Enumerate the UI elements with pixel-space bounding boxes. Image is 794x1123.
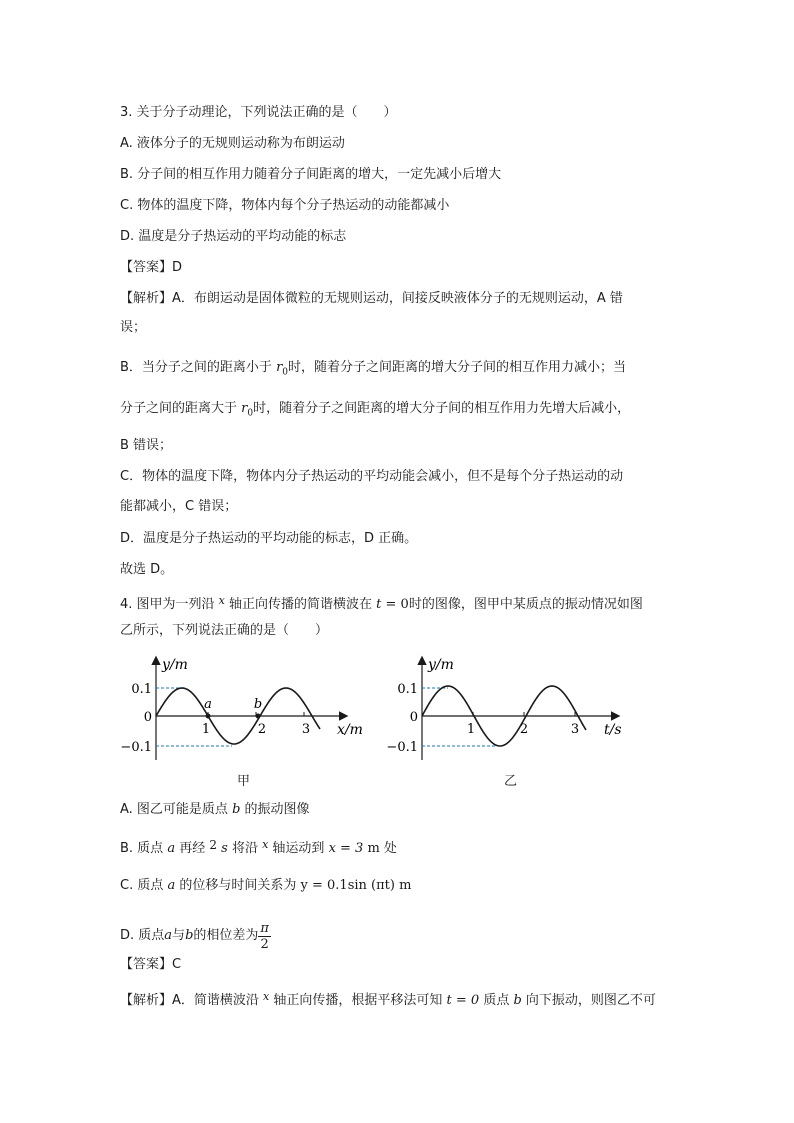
- number-2: 2: [209, 838, 217, 852]
- q4-stem-line1: [120, 592, 643, 614]
- point-b-label: b: [253, 697, 263, 712]
- q3-final: 故选 D。: [120, 562, 174, 577]
- y-tick-bottom: −0.1: [386, 740, 418, 755]
- wave-graph-jia: [120, 652, 365, 767]
- q3-analysis-b2: [120, 400, 630, 423]
- x-tick-label-2: 2: [257, 722, 267, 737]
- r0-subscript: 0: [282, 367, 289, 378]
- analysis-text: 分子之间的距离大于: [120, 401, 242, 416]
- symbol-b: b: [185, 928, 194, 943]
- symbol-a: a: [167, 878, 176, 893]
- q3-analysis-b1: [120, 359, 626, 382]
- r0-symbol: r: [241, 401, 248, 416]
- fraction-denominator: 2: [260, 936, 269, 952]
- q3-option-a: A. 液体分子的无规则运动称为布朗运动: [120, 136, 345, 151]
- option-text: A. 图乙可能是质点: [120, 802, 233, 817]
- analysis-text: 向下振动，则图乙不可: [521, 993, 656, 1008]
- answer-tag: 【答案】: [120, 260, 173, 275]
- figure-caption-yi: 乙: [504, 774, 518, 789]
- figure-caption-jia: 甲: [237, 774, 251, 789]
- analysis-tag: 【解析】: [120, 993, 173, 1008]
- unit-m: m: [363, 841, 380, 856]
- analysis-text: 轴正向传播，根据平移法可知: [269, 993, 447, 1008]
- r0-symbol: r: [276, 360, 283, 375]
- unit-s: s: [221, 841, 228, 856]
- q3-option-c: C. 物体的温度下降，物体内每个分子热运动的动能都减小: [120, 198, 450, 213]
- analysis-text: 质点: [479, 993, 514, 1008]
- t-equals: = 0: [381, 597, 409, 612]
- vibration-graph-yi: [386, 652, 630, 767]
- option-text: 再经: [175, 841, 210, 856]
- x-symbol: x: [218, 594, 225, 607]
- q3-option-d: D. 温度是分子热运动的平均动能的标志: [120, 229, 347, 244]
- displacement-equation: y = 0.1sin (πt) m: [300, 878, 412, 893]
- q3-answer-line: [120, 259, 182, 277]
- point-a-marker: [206, 714, 211, 719]
- symbol-x: x: [263, 990, 270, 1003]
- symbol-a: a: [164, 928, 173, 943]
- q4-option-b: [120, 836, 397, 858]
- analysis-text: 时，随着分子之间距离的增大分子间的相互作用力减小；当: [288, 360, 627, 375]
- q4-answer-line: [120, 956, 181, 974]
- y-tick-zero: 0: [143, 710, 152, 725]
- stem-text: 时的图像，图甲中某质点的振动情况如图: [408, 597, 643, 612]
- point-a-label: a: [204, 697, 212, 712]
- option-text: 的位移与时间关系为: [175, 878, 301, 893]
- t-axis-label: t/s: [604, 722, 622, 738]
- answer-value: D: [172, 260, 183, 275]
- q3-analysis-a1: [120, 290, 623, 308]
- symbol-a: a: [167, 841, 176, 856]
- fraction-numerator: π: [260, 920, 269, 936]
- x-tick-label-3: 3: [301, 722, 311, 737]
- option-text: 的相位差为: [193, 928, 259, 943]
- t-tick-label-3: 3: [570, 722, 580, 737]
- q3-analysis-b3: B 错误；: [120, 438, 173, 453]
- q3-analysis-d1: D．温度是分子热运动的平均动能的标志，D 正确。: [120, 531, 418, 546]
- r0-subscript: 0: [247, 408, 254, 419]
- q4-option-c: [120, 877, 411, 895]
- symbol-b: b: [232, 802, 241, 817]
- t-symbol: t: [376, 597, 382, 612]
- y-tick-top: 0.1: [397, 682, 418, 697]
- equation-x-3: x = 3: [328, 841, 364, 856]
- q3-analysis-c1: C．物体的温度下降，物体内分子热运动的平均动能会减小，但不是每个分子热运动的动: [120, 469, 624, 484]
- q4-stem-line2: 乙所示，下列说法正确的是（ ）: [120, 623, 329, 638]
- stem-text: 4. 图甲为一列沿: [120, 597, 219, 612]
- option-text: 与: [172, 928, 186, 943]
- stem-text: 轴正向传播的简谐横波在: [224, 597, 377, 612]
- y-tick-bottom: −0.1: [120, 740, 152, 755]
- y-tick-zero: 0: [409, 710, 418, 725]
- y-axis-label: y/m: [428, 657, 454, 673]
- q3-analysis-c2: 能都减小，C 错误；: [120, 499, 238, 514]
- q3-option-b: B. 分子间的相互作用力随着分子间距离的增大，一定先减小后增大: [120, 167, 502, 182]
- q3-analysis-a2: 误；: [120, 320, 147, 335]
- analysis-text: 时，随着分子之间距离的增大分子间的相互作用力先增大后减小，: [253, 401, 631, 416]
- option-text: B. 质点: [120, 841, 168, 856]
- symbol-b: b: [513, 993, 522, 1008]
- t-tick-label-2: 2: [519, 722, 529, 737]
- t-equals-0: t = 0: [446, 993, 480, 1008]
- t-tick-label-1: 1: [466, 722, 476, 737]
- x-tick-label-1: 1: [201, 722, 211, 737]
- analysis-text: B．当分子之间的距离小于: [120, 360, 277, 375]
- answer-value: C: [172, 957, 182, 972]
- point-b-marker: [256, 714, 261, 719]
- phase-fraction: [258, 921, 271, 952]
- q4-option-a: [120, 801, 310, 819]
- option-text: 将沿: [227, 841, 263, 856]
- y-axis-label: y/m: [162, 657, 188, 673]
- option-text: C. 质点: [120, 878, 168, 893]
- q4-option-d: [120, 919, 271, 953]
- option-text: D. 质点: [120, 928, 165, 943]
- symbol-x: x: [262, 838, 269, 851]
- q4-analysis-a1: [120, 988, 656, 1010]
- option-text: 处: [379, 841, 397, 856]
- x-axis-label: x/m: [337, 722, 363, 738]
- analysis-text: A．简谐横波沿: [172, 993, 264, 1008]
- q3-stem: 3. 关于分子动理论，下列说法正确的是（ ）: [120, 105, 397, 120]
- option-text: 的振动图像: [240, 802, 310, 817]
- option-text: 轴运动到: [268, 841, 329, 856]
- answer-tag: 【答案】: [120, 957, 173, 972]
- y-tick-top: 0.1: [131, 682, 152, 697]
- analysis-tag: 【解析】: [120, 291, 173, 306]
- analysis-text: A．布朗运动是固体微粒的无规则运动，间接反映液体分子的无规则运动，A 错: [172, 291, 623, 306]
